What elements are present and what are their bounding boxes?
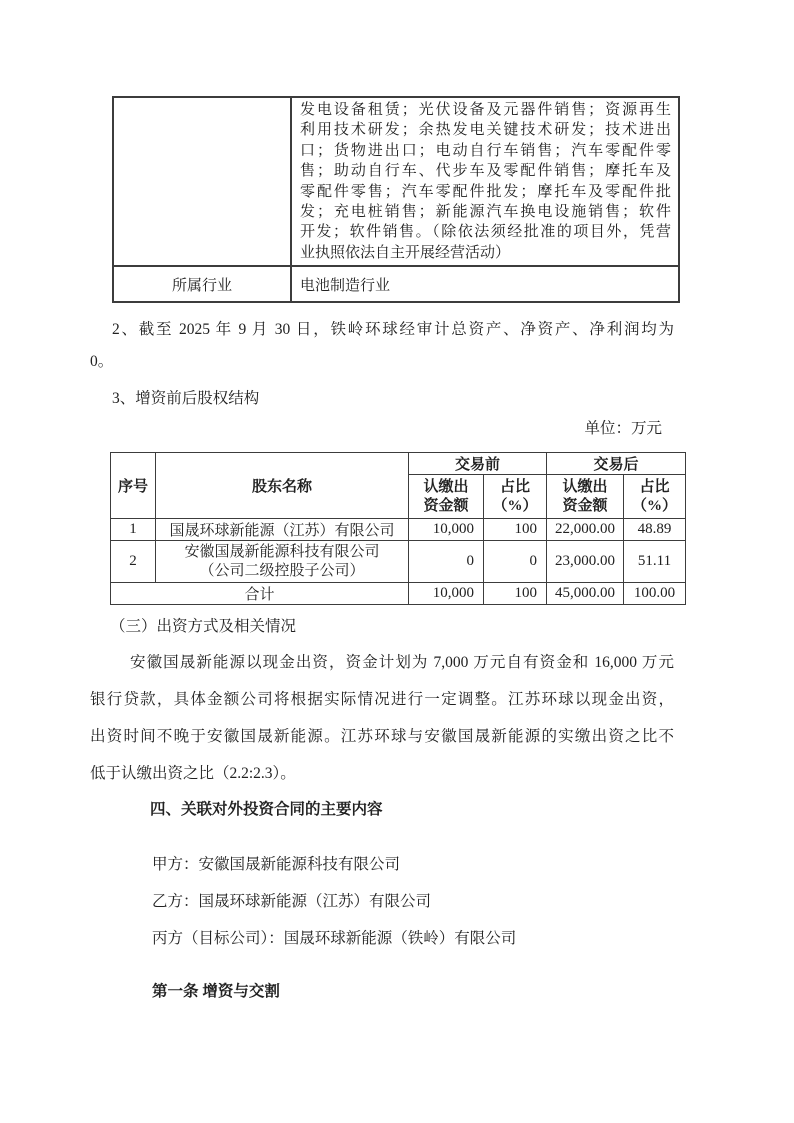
header-text: 认缴出 <box>562 478 608 495</box>
cell-total-label: 合计 <box>111 583 409 605</box>
cell-after-amount: 22,000.00 <box>547 519 624 541</box>
col-header-seq: 序号 <box>111 453 156 519</box>
table-row <box>113 97 679 266</box>
table-total-row <box>111 583 686 605</box>
cell-total-after-amount: 45,000.00 <box>547 583 624 605</box>
business-scope-line: 零配件零售；汽车零配件批发；摩托车及零配件批 <box>300 183 671 200</box>
heading-equity-structure: 3、增资前后股权结构 <box>112 390 260 407</box>
industry-value: 电池制造行业 <box>291 266 679 302</box>
contribution-paragraph-line: 出资时间不晚于安徽国晟新能源。江苏环球与安徽国晟新能源的实缴出资之比不 <box>90 728 674 745</box>
business-scope-line: 业执照依法自主开展经营活动） <box>300 244 511 261</box>
business-scope-label-cell <box>113 97 291 266</box>
cell-after-ratio: 51.11 <box>624 541 686 583</box>
unit-label: 单位：万元 <box>584 420 662 437</box>
cell-seq: 2 <box>111 541 156 583</box>
shareholder-name-line: （公司二级控股子公司） <box>199 562 365 579</box>
heading-article-1: 第一条 增资与交割 <box>152 983 280 1000</box>
party-a-line: 甲方：安徽国晟新能源科技有限公司 <box>152 856 401 873</box>
cell-total-before-amount: 10,000 <box>409 583 484 605</box>
heading-contribution-method: （三）出资方式及相关情况 <box>110 618 297 635</box>
equity-structure-table <box>110 452 686 605</box>
cell-after-amount: 23,000.00 <box>547 541 624 583</box>
cell-before-amount: 10,000 <box>409 519 484 541</box>
cell-after-ratio: 48.89 <box>624 519 686 541</box>
header-text: 占比 <box>500 478 531 495</box>
contribution-paragraph-line: 安徽国晟新能源以现金出资，资金计划为 7,000 万元自有资金和 16,000 万元 <box>130 654 674 671</box>
heading-contract-main-content: 四、关联对外投资合同的主要内容 <box>150 801 383 818</box>
table-row <box>111 541 686 583</box>
cell-total-before-ratio: 100 <box>484 583 547 605</box>
table-row <box>113 266 679 302</box>
header-text: 资金额 <box>423 497 469 514</box>
party-b-line: 乙方：国晟环球新能源（江苏）有限公司 <box>152 893 432 910</box>
shareholder-name-line: 安徽国晟新能源科技有限公司 <box>184 543 380 560</box>
col-header-before-amount <box>409 475 484 519</box>
col-header-shareholder: 股东名称 <box>156 453 409 519</box>
col-header-after-ratio <box>624 475 686 519</box>
cell-shareholder-name: 国晟环球新能源（江苏）有限公司 <box>156 519 409 541</box>
business-scope-line: 发；充电桩销售；新能源汽车换电设施销售；软件 <box>300 204 671 221</box>
business-scope-line: 售；助动自行车、代步车及零配件销售；摩托车及 <box>300 163 671 180</box>
cell-seq: 1 <box>111 519 156 541</box>
party-c-line: 丙方（目标公司）：国晟环球新能源（铁岭）有限公司 <box>152 930 517 947</box>
cell-before-ratio: 0 <box>484 541 547 583</box>
business-scope-line: 发电设备租赁；光伏设备及元器件销售；资源再生 <box>300 102 671 118</box>
table-row <box>111 519 686 541</box>
industry-label: 所属行业 <box>113 266 291 302</box>
col-group-before: 交易前 <box>409 453 547 475</box>
company-info-table <box>112 96 680 303</box>
header-text: （%） <box>492 497 538 514</box>
header-text: 资金额 <box>562 497 608 514</box>
cell-shareholder-name <box>156 541 409 583</box>
header-text: 占比 <box>639 478 670 495</box>
col-header-after-amount <box>547 475 624 519</box>
paragraph-audit-line2: 0。 <box>90 353 114 370</box>
business-scope-value-cell <box>291 97 679 266</box>
contribution-paragraph-line: 银行贷款，具体金额公司将根据实际情况进行一定调整。江苏环球以现金出资， <box>90 691 674 708</box>
cell-before-ratio: 100 <box>484 519 547 541</box>
cell-before-amount: 0 <box>409 541 484 583</box>
business-scope-line: 开发；软件销售。（除依法须经批准的项目外，凭营 <box>300 224 671 241</box>
header-text: 认缴出 <box>423 478 469 495</box>
paragraph-audit-line1: 2、截至 2025 年 9 月 30 日，铁岭环球经审计总资产、净资产、净利润均为 <box>112 321 674 338</box>
col-group-after: 交易后 <box>547 453 686 475</box>
business-scope-line: 利用技术研发；余热发电关键技术研发；技术进出 <box>300 122 671 139</box>
business-scope-line: 口；货物进出口；电动自行车销售；汽车零配件零 <box>300 142 671 159</box>
contribution-paragraph-line: 低于认缴出资之比（2.2:2.3）。 <box>90 765 296 782</box>
table-header-row <box>111 453 686 475</box>
header-text: （%） <box>632 497 678 514</box>
col-header-before-ratio <box>484 475 547 519</box>
cell-total-after-ratio: 100.00 <box>624 583 686 605</box>
